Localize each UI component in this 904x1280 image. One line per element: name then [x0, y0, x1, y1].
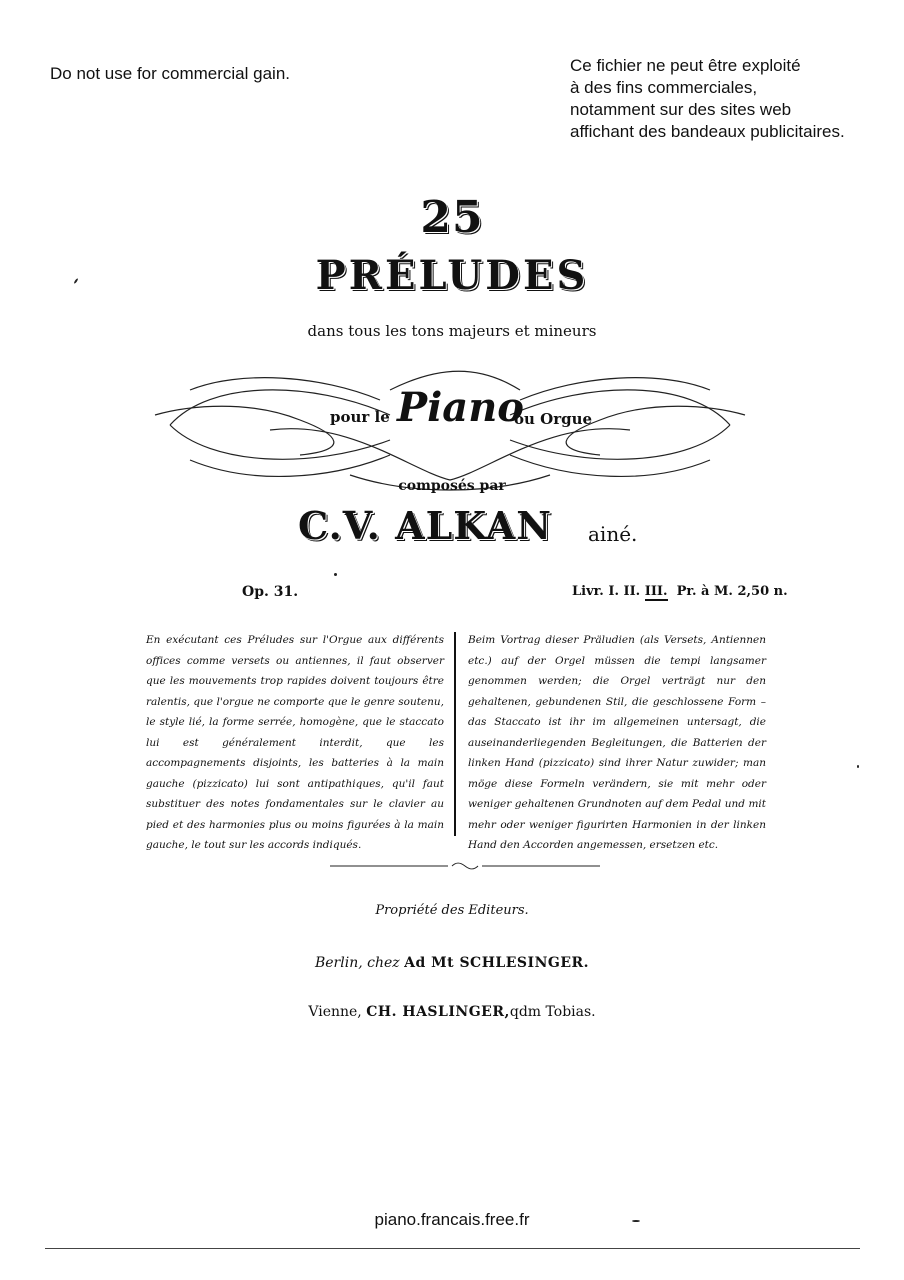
title-main: PRÉLUDES — [315, 252, 589, 299]
commercial-notice-fr — [570, 55, 890, 143]
performance-note-french: En exécutant ces Préludes sur l'Orgue aux différents offices comme versets ou antiennes, il faut observer que les mouvements trop rapides doivent toujours être ralentis, que l'orgue ne comporte que le genre soutenu, le style lié, la forme serrée, homogène, que le staccato lui est généralement interdit, que les accompagnements disjoints, les batteries à la main gauche (pizzicato) lui sont antipathiques, qu'il faut substituer des notes fondamentales sur le clavier au pied et des harmonies plus ou moins figurées à la main gauche, le tout sur les accords indiqués. — [146, 634, 444, 851]
scan-speck — [857, 765, 859, 768]
commercial-notice-en: Do not use for commercial gain. — [50, 64, 290, 83]
column-divider — [454, 632, 456, 836]
publisher-berlin-name: Ad Mt SCHLESINGER. — [404, 955, 590, 971]
opus-number: Op. 31. — [242, 584, 299, 600]
publisher-vienne-city: Vienne, — [308, 1004, 362, 1020]
performance-note-german: Beim Vortrag dieser Präludien (als Versets, Antiennen etc.) auf der Orgel müssen die tempi langsamer genommen werden; die Orgel verträgt nur den gehaltenen, gebundenen Stil, die geschlossene Form – das Staccato ist ihr im allgemeinen untersagt, die auseinanderliegenden Begleitungen, die Batterien der linken Hand (pizzicato) sind ihrer Natur zuwider; man möge diese Formeln verändern, sie mit mehr oder weniger gehaltenen Grundnoten auf dem Pedal und mit mehr oder weniger figurirten Harmonien in der linken Hand den Accorden angemessen, ersetzen etc. — [468, 634, 766, 851]
price: Pr. à M. 2,50 n. — [676, 584, 788, 599]
footer-rule — [45, 1248, 860, 1249]
title-subtitle: dans tous les tons majeurs et mineurs — [307, 322, 597, 340]
book-i: I. — [608, 584, 619, 599]
ou-orgue-label: ou Orgue — [514, 410, 593, 428]
propriete-editeurs: Propriété des Editeurs. — [375, 903, 529, 918]
composer-name: C.V. ALKAN — [298, 503, 553, 548]
composer-aine: ainé. — [588, 522, 638, 546]
notice-fr-line: affichant des bandeaux publicitaires. — [570, 122, 845, 141]
book-ii: II. — [623, 584, 641, 599]
notice-fr-line: notamment sur des sites web — [570, 100, 792, 119]
livr-label: Livr. — [572, 584, 604, 599]
title-number: 25 — [420, 192, 484, 243]
instrument-piano: Piano — [397, 384, 524, 431]
book-price-line — [572, 584, 788, 599]
pour-label: pour le — [330, 408, 390, 426]
composes-par: composés par — [398, 478, 506, 494]
publisher-vienne-name: CH. HASLINGER, — [366, 1004, 510, 1020]
book-iii-selected: III. — [644, 584, 668, 599]
notice-fr-line: Ce fichier ne peut être exploité — [570, 56, 801, 75]
ornamental-rule — [330, 862, 600, 870]
scan-speck — [632, 1220, 640, 1222]
publisher-vienne-suffix: qdm Tobias. — [509, 1004, 596, 1020]
publisher-berlin — [0, 955, 904, 971]
scan-speck — [334, 573, 337, 576]
publisher-berlin-city: Berlin, chez — [314, 955, 400, 971]
publisher-vienne — [0, 1004, 904, 1020]
footer-website: piano.francais.free.fr — [374, 1210, 530, 1229]
notice-fr-line: à des fins commerciales, — [570, 78, 758, 97]
